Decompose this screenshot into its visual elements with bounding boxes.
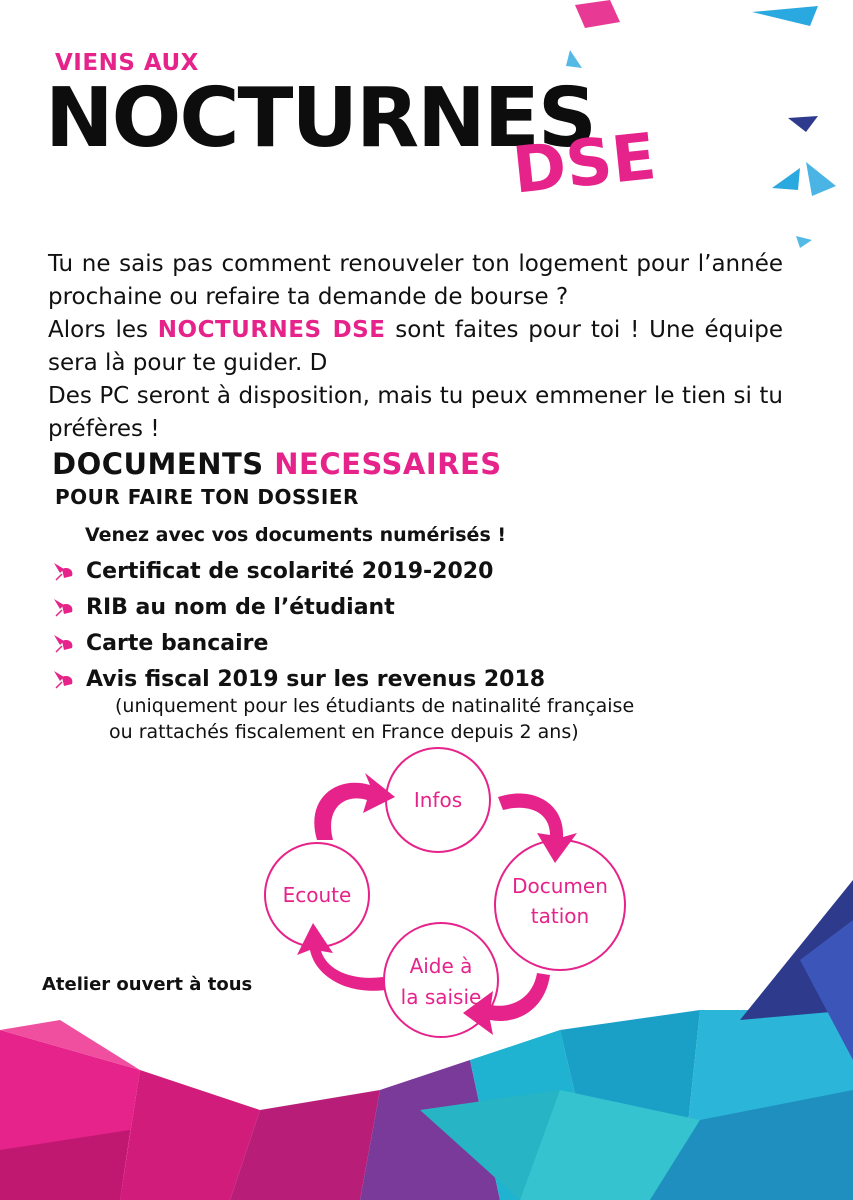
document-label: RIB au nom de l’étudiant bbox=[86, 594, 395, 620]
pushpin-icon bbox=[50, 632, 78, 654]
cycle-step-documentation-2: tation bbox=[530, 904, 590, 928]
curved-arrow-icon bbox=[314, 773, 395, 840]
curved-arrow-icon bbox=[498, 793, 577, 863]
cycle-step-aide-1: Aide à bbox=[409, 954, 473, 978]
document-label: Avis fiscal 2019 sur les revenus 2018 bbox=[86, 666, 546, 692]
page-title: NOCTURNES bbox=[45, 71, 595, 166]
document-label: Carte bancaire bbox=[86, 630, 269, 656]
process-cycle-diagram bbox=[255, 745, 635, 1045]
footer-text: Atelier ouvert à tous bbox=[42, 974, 253, 995]
note-line-1: (uniquement pour les étudiants de natinalité française bbox=[115, 695, 635, 717]
list-item bbox=[50, 661, 545, 697]
note-line-2: ou rattachés fiscalement en France depuis 2 ans) bbox=[109, 721, 579, 743]
list-item bbox=[50, 553, 545, 589]
intro-line-3: Des PC seront à disposition, mais tu peux emmener le tien si tu préfères ! bbox=[48, 383, 783, 442]
title-accent: DSE bbox=[509, 120, 660, 209]
kicker-text: VIENS AUX bbox=[55, 50, 199, 76]
cycle-step-infos: Infos bbox=[413, 788, 463, 812]
intro-paragraph bbox=[48, 248, 783, 446]
intro-line-2-before: Alors les bbox=[48, 317, 158, 343]
intro-highlight: NOCTURNES DSE bbox=[157, 317, 386, 343]
intro-line-1: Tu ne sais pas comment renouveler ton logement pour l’année prochaine ou refaire ta demande de bourse ? bbox=[48, 251, 783, 310]
cycle-step-documentation-1: Documen bbox=[512, 874, 608, 898]
list-item bbox=[50, 589, 545, 625]
pushpin-icon bbox=[50, 560, 78, 582]
documents-heading-accent: NECESSAIRES bbox=[274, 447, 502, 481]
documents-subheading: POUR FAIRE TON DOSSIER bbox=[55, 485, 359, 509]
pushpin-icon bbox=[50, 668, 78, 690]
intro-line-2-after: sont faites pour toi ! Une équipe sera là pour te guider. D bbox=[48, 317, 783, 376]
cycle-step-ecoute: Ecoute bbox=[282, 883, 352, 907]
cycle-step-aide-2: la saisie bbox=[400, 985, 482, 1009]
pushpin-icon bbox=[50, 596, 78, 618]
document-label: Certificat de scolarité 2019-2020 bbox=[86, 558, 494, 584]
documents-prompt: Venez avec vos documents numérisés ! bbox=[85, 524, 507, 546]
documents-note bbox=[109, 693, 635, 745]
documents-heading bbox=[52, 447, 502, 481]
documents-heading-main: DOCUMENTS bbox=[52, 447, 264, 481]
documents-list bbox=[50, 553, 545, 697]
intro-line-2 bbox=[48, 314, 783, 380]
list-item bbox=[50, 625, 545, 661]
curved-arrow-icon bbox=[297, 923, 385, 991]
